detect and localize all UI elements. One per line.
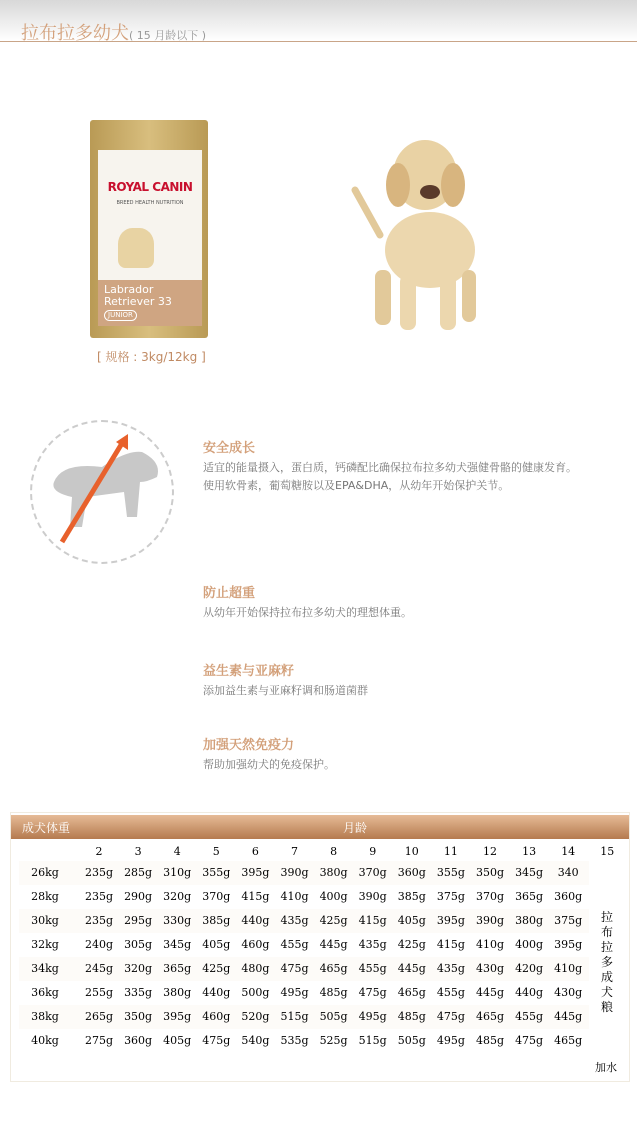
amount-cell: 415g [241, 890, 270, 903]
amount-cell: 405g [202, 938, 231, 951]
product-name [98, 280, 202, 326]
amount-cell: 475g [358, 986, 387, 999]
footnote: 加水 [595, 1061, 617, 1074]
amount-cell: 240g [84, 938, 114, 951]
dog-silhouette-icon [32, 422, 172, 562]
amount-cell: 525g [319, 1034, 348, 1047]
amount-cell: 495g [280, 986, 309, 999]
brand-logo: ROYAL CANIN [107, 180, 193, 194]
feeding-table [10, 812, 630, 1082]
amount-cell: 535g [280, 1034, 309, 1047]
amount-cell: 395g [241, 866, 270, 879]
weight-cell: 28kg [31, 890, 59, 903]
month-label: 12 [483, 845, 497, 858]
month-label: 5 [212, 845, 220, 858]
amount-cell: 475g [436, 1010, 465, 1023]
amount-cell: 415g [358, 914, 387, 927]
month-label: 2 [95, 845, 103, 858]
amount-cell: 465g [475, 1010, 505, 1023]
amount-cell: 335g [124, 986, 153, 999]
amount-cell: 255g [84, 986, 114, 999]
amount-cell: 425g [202, 962, 231, 975]
page-title [21, 19, 206, 45]
amount-cell: 410g [554, 962, 583, 975]
weight-cell: 36kg [31, 986, 59, 999]
amount-cell: 440g [202, 986, 231, 999]
amount-cell: 330g [163, 914, 192, 927]
amount-cell: 385g [397, 890, 426, 903]
amount-cell: 405g [163, 1034, 192, 1047]
amount-cell: 370g [202, 890, 231, 903]
package-spec: [ 规格 : 3kg/12kg ] [97, 350, 206, 364]
amount-cell: 465g [319, 962, 348, 975]
amount-cell: 235g [84, 890, 114, 903]
table-header [11, 815, 629, 839]
amount-cell: 505g [397, 1034, 426, 1047]
amount-cell: 495g [436, 1034, 465, 1047]
amount-cell: 485g [319, 986, 348, 999]
feature-safe-growth [203, 440, 633, 495]
amount-cell: 390g [358, 890, 387, 903]
amount-cell: 365g [515, 890, 544, 903]
amount-cell: 305g [124, 938, 153, 951]
amount-cell: 475g [202, 1034, 231, 1047]
amount-cell: 375g [554, 914, 583, 927]
amount-cell: 395g [163, 1010, 192, 1023]
amount-cell: 365g [163, 962, 192, 975]
month-label: 10 [404, 845, 419, 858]
amount-cell: 455g [358, 962, 387, 975]
feature-title: 防止超重 [203, 586, 256, 601]
amount-cell: 455g [436, 986, 465, 999]
amount-cell: 380g [163, 986, 192, 999]
month-label: 9 [369, 845, 377, 858]
product-bag-image [90, 120, 208, 338]
amount-cell: 520g [241, 1010, 270, 1023]
amount-cell: 275g [84, 1034, 114, 1047]
amount-cell: 395g [436, 914, 465, 927]
feature-title: 安全成长 [203, 441, 256, 456]
amount-cell: 485g [475, 1034, 505, 1047]
amount-cell: 385g [202, 914, 231, 927]
month-label: 15 [600, 845, 615, 858]
amount-cell: 370g [475, 890, 505, 903]
amount-cell: 320g [124, 962, 153, 975]
amount-cell: 475g [280, 962, 309, 975]
amount-cell: 430g [554, 986, 583, 999]
feature-text: 使用软骨素，葡萄糖胺以及EPA&DHA，从幼年开始保护关节。 [203, 479, 510, 492]
amount-cell: 445g [319, 938, 348, 951]
amount-cell: 340 [557, 866, 579, 879]
feature-text: 适宜的能量摄入，蛋白质，钙磷配比确保拉布拉多幼犬强健骨骼的健康发育。 [203, 461, 577, 474]
amount-cell: 395g [554, 938, 583, 951]
amount-cell: 290g [124, 890, 153, 903]
weight-cell: 32kg [31, 938, 59, 951]
amount-cell: 435g [436, 962, 465, 975]
amount-cell: 500g [241, 986, 270, 999]
amount-cell: 430g [475, 962, 505, 975]
amount-cell: 380g [319, 866, 348, 879]
weight-cell: 40kg [31, 1034, 59, 1047]
amount-cell: 245g [84, 962, 114, 975]
amount-cell: 405g [397, 914, 426, 927]
age-subtitle: ( 15 月龄以下 ) [129, 29, 207, 42]
amount-cell: 425g [319, 914, 348, 927]
month-label: 4 [173, 845, 181, 858]
month-label: 7 [291, 845, 298, 858]
amount-cell: 360g [397, 866, 426, 879]
amount-cell: 485g [397, 1010, 426, 1023]
amount-cell: 400g [515, 938, 544, 951]
month-label: 14 [561, 845, 576, 858]
amount-cell: 440g [241, 914, 270, 927]
amount-cell: 445g [475, 986, 505, 999]
amount-cell: 265g [84, 1010, 114, 1023]
amount-cell: 390g [475, 914, 505, 927]
amount-cell: 475g [515, 1034, 544, 1047]
month-label: 13 [522, 845, 537, 858]
feature-weight [203, 585, 633, 622]
amount-cell: 345g [163, 938, 192, 951]
amount-cell: 360g [124, 1034, 153, 1047]
amount-cell: 350g [124, 1010, 153, 1023]
amount-cell: 465g [554, 1034, 583, 1047]
amount-cell: 445g [397, 962, 426, 975]
month-header: 月龄 [343, 821, 368, 835]
feature-immunity [203, 737, 633, 774]
amount-cell: 345g [515, 866, 544, 879]
name-line1: Labrador [104, 283, 154, 296]
amount-cell: 465g [397, 986, 426, 999]
bag-label [98, 150, 202, 280]
amount-cell: 540g [241, 1034, 270, 1047]
amount-cell: 285g [124, 866, 153, 879]
month-label: 8 [330, 845, 338, 858]
amount-cell: 355g [436, 866, 465, 879]
puppy-photo [350, 130, 500, 335]
amount-cell: 355g [202, 866, 231, 879]
feature-probiotics [203, 663, 633, 700]
amount-cell: 445g [554, 1010, 583, 1023]
junior-badge: JUNIOR [104, 310, 137, 321]
weight-cell: 38kg [31, 1010, 59, 1023]
amount-cell: 420g [515, 962, 544, 975]
amount-cell: 375g [436, 890, 465, 903]
puppy-illustration [118, 228, 154, 268]
amount-cell: 455g [280, 938, 309, 951]
feature-text: 添加益生素与亚麻籽调和肠道菌群 [203, 684, 368, 697]
feature-title: 益生素与亚麻籽 [203, 664, 295, 679]
weight-cell: 26kg [31, 866, 59, 879]
amount-cell: 320g [163, 890, 192, 903]
amount-cell: 310g [163, 866, 192, 879]
weight-cell: 30kg [31, 914, 59, 927]
amount-cell: 460g [241, 938, 270, 951]
amount-cell: 370g [358, 866, 387, 879]
amount-cell: 435g [280, 914, 309, 927]
brand-tagline: BREED HEALTH NUTRITION [116, 200, 184, 206]
amount-cell: 400g [319, 890, 348, 903]
month-label: 11 [443, 845, 458, 858]
amount-cell: 440g [515, 986, 544, 999]
amount-cell: 295g [124, 914, 153, 927]
title-text: 拉布拉多幼犬 [21, 23, 129, 44]
amount-cell: 480g [241, 962, 270, 975]
feature-text: 帮助加强幼犬的免疫保护。 [203, 758, 335, 771]
feature-text: 从幼年开始保持拉布拉多幼犬的理想体重。 [203, 606, 412, 619]
amount-cell: 235g [84, 914, 114, 927]
amount-cell: 350g [475, 866, 505, 879]
amount-cell: 360g [554, 890, 583, 903]
name-line2: Retriever 33 [104, 295, 172, 308]
amount-cell: 460g [202, 1010, 231, 1023]
amount-cell: 515g [358, 1034, 387, 1047]
month-label: 3 [134, 845, 142, 858]
month-label: 6 [251, 845, 259, 858]
weight-cell: 34kg [31, 962, 59, 975]
amount-cell: 390g [280, 866, 309, 879]
amount-cell: 495g [358, 1010, 387, 1023]
amount-cell: 410g [280, 890, 309, 903]
amount-cell: 455g [515, 1010, 544, 1023]
weight-header: 成犬体重 [22, 821, 71, 835]
feature-title: 加强天然免疫力 [203, 738, 295, 753]
amount-cell: 235g [84, 866, 114, 879]
amount-cell: 415g [436, 938, 465, 951]
amount-cell: 425g [397, 938, 426, 951]
month15-note: 拉布拉多成犬粮 [600, 910, 613, 1014]
amount-cell: 380g [515, 914, 544, 927]
growth-icon [30, 420, 174, 564]
amount-cell: 435g [358, 938, 387, 951]
amount-cell: 410g [475, 938, 505, 951]
amount-cell: 505g [319, 1010, 348, 1023]
amount-cell: 515g [280, 1010, 309, 1023]
